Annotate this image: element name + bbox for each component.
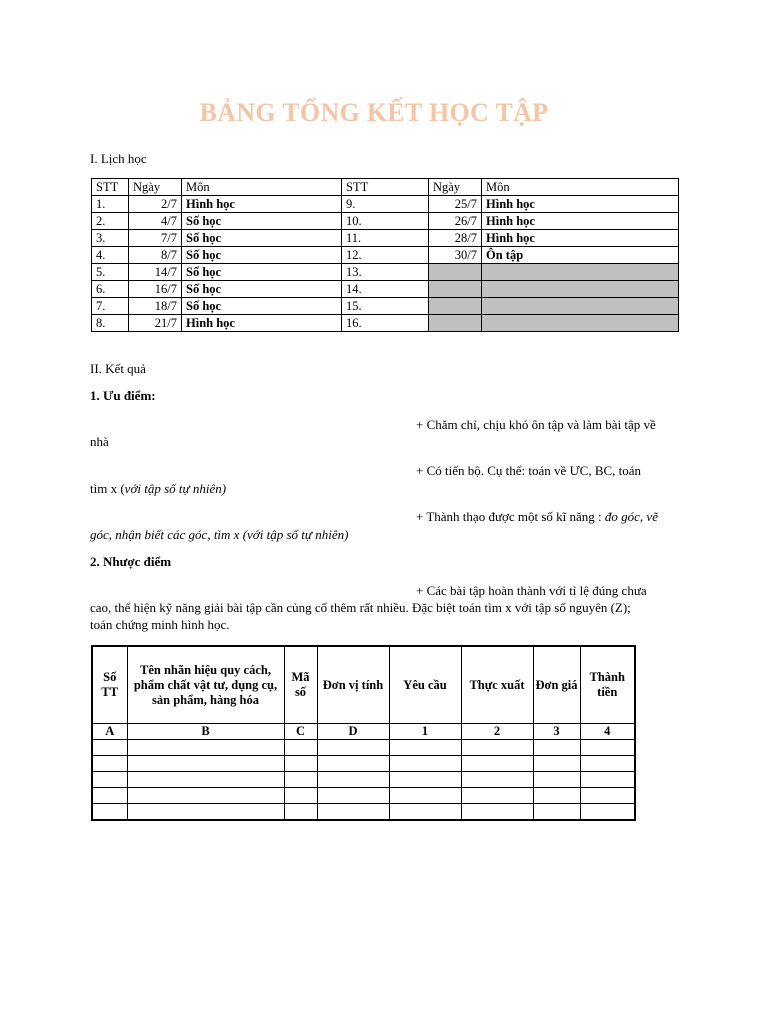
section-heading-schedule: I. Lịch học: [90, 151, 147, 166]
schedule-stt: 9.: [342, 196, 429, 213]
advantage-2-italic: với tập số tự nhiên): [124, 481, 227, 496]
schedule-header-cell: STT: [92, 179, 129, 196]
schedule-stt: 7.: [92, 298, 129, 315]
goods-empty-cell: [580, 788, 635, 804]
schedule-date: [429, 315, 482, 332]
goods-empty-cell: [284, 788, 317, 804]
goods-empty-cell: [92, 804, 127, 821]
schedule-row: [92, 247, 679, 264]
advantage-2-plain: tìm x (: [90, 481, 125, 496]
goods-empty-cell: [317, 772, 389, 788]
goods-header-cell: Đơn giá: [533, 646, 580, 724]
schedule-row: [92, 281, 679, 298]
goods-empty-cell: [389, 740, 461, 756]
schedule-stt: 11.: [342, 230, 429, 247]
goods-code-cell: 4: [580, 724, 635, 740]
schedule-row: [92, 298, 679, 315]
goods-code-cell: 1: [389, 724, 461, 740]
advantage-3-line2: góc, nhận biết các góc, tìm x (với tập số tự nhiên): [90, 527, 349, 542]
schedule-date: 14/7: [129, 264, 182, 281]
goods-header-cell: Yêu cầu: [389, 646, 461, 724]
goods-code-cell: B: [127, 724, 284, 740]
schedule-subject: Hình học: [482, 213, 679, 230]
schedule-stt: 5.: [92, 264, 129, 281]
goods-empty-cell: [317, 788, 389, 804]
schedule-date: 2/7: [129, 196, 182, 213]
schedule-date: 30/7: [429, 247, 482, 264]
schedule-stt: 2.: [92, 213, 129, 230]
goods-empty-cell: [461, 804, 533, 821]
schedule-date: 25/7: [429, 196, 482, 213]
goods-empty-cell: [461, 756, 533, 772]
goods-empty-cell: [127, 788, 284, 804]
schedule-date: [429, 298, 482, 315]
schedule-row: [92, 230, 679, 247]
goods-empty-cell: [533, 788, 580, 804]
goods-empty-cell: [533, 772, 580, 788]
schedule-subject: Hình học: [482, 196, 679, 213]
schedule-row: [92, 315, 679, 332]
disadvantage-line1: + Các bài tập hoàn thành với tỉ lệ đúng chưa: [416, 583, 647, 598]
disadvantage-line3: toán chứng minh hình học.: [90, 617, 230, 632]
schedule-date: [429, 264, 482, 281]
goods-code-cell: 2: [461, 724, 533, 740]
schedule-row: [92, 213, 679, 230]
schedule-date: 28/7: [429, 230, 482, 247]
schedule-stt: 6.: [92, 281, 129, 298]
schedule-subject: Số học: [182, 281, 342, 298]
goods-empty-cell: [533, 756, 580, 772]
schedule-header-cell: STT: [342, 179, 429, 196]
schedule-subject: Số học: [182, 213, 342, 230]
schedule-stt: 15.: [342, 298, 429, 315]
goods-empty-cell: [317, 740, 389, 756]
goods-empty-cell: [127, 804, 284, 821]
goods-empty-cell: [317, 804, 389, 821]
advantages-heading: 1. Ưu điểm:: [90, 388, 156, 403]
schedule-stt: 13.: [342, 264, 429, 281]
goods-empty-cell: [461, 772, 533, 788]
goods-empty-cell: [389, 788, 461, 804]
schedule-subject: [482, 315, 679, 332]
schedule-subject: Số học: [182, 264, 342, 281]
goods-empty-cell: [92, 788, 127, 804]
goods-code-cell: D: [317, 724, 389, 740]
schedule-header-cell: Ngày: [129, 179, 182, 196]
schedule-date: 8/7: [129, 247, 182, 264]
goods-empty-row: [92, 788, 635, 804]
schedule-date: 7/7: [129, 230, 182, 247]
advantage-1-line1: + Chăm chỉ, chịu khó ôn tập và làm bài tập về: [416, 417, 656, 432]
goods-empty-cell: [284, 740, 317, 756]
schedule-subject: Ôn tập: [482, 247, 679, 264]
goods-empty-cell: [127, 772, 284, 788]
advantage-2-line1: + Có tiến bộ. Cụ thể: toán về ƯC, BC, toán: [416, 463, 642, 478]
goods-empty-cell: [92, 756, 127, 772]
goods-empty-cell: [317, 756, 389, 772]
schedule-subject: Số học: [182, 230, 342, 247]
goods-header-cell: Số TT: [92, 646, 127, 724]
advantage-3-plain: + Thành thạo được một số kĩ năng :: [416, 509, 605, 524]
goods-empty-cell: [461, 788, 533, 804]
schedule-subject: [482, 281, 679, 298]
schedule-subject: Hình học: [182, 196, 342, 213]
goods-header-cell: Thành tiền: [580, 646, 635, 724]
schedule-date: 21/7: [129, 315, 182, 332]
page-title: BẢNG TỔNG KẾT HỌC TẬP: [199, 98, 549, 127]
advantage-3-italic: đo góc, vẽ: [604, 509, 658, 524]
schedule-header-cell: Môn: [182, 179, 342, 196]
goods-empty-cell: [580, 804, 635, 821]
schedule-date: 18/7: [129, 298, 182, 315]
goods-empty-row: [92, 772, 635, 788]
goods-code-row: [92, 724, 635, 740]
goods-empty-cell: [580, 772, 635, 788]
schedule-subject: Số học: [182, 298, 342, 315]
goods-header-cell: Đơn vị tính: [317, 646, 389, 724]
schedule-stt: 3.: [92, 230, 129, 247]
advantage-2-line2: [90, 480, 226, 497]
schedule-row: [92, 196, 679, 213]
schedule-stt: 10.: [342, 213, 429, 230]
goods-empty-cell: [92, 740, 127, 756]
schedule-stt: 16.: [342, 315, 429, 332]
advantage-3-line1: [416, 508, 658, 525]
schedule-table: [91, 178, 679, 332]
goods-empty-cell: [284, 756, 317, 772]
schedule-header-cell: Môn: [482, 179, 679, 196]
schedule-stt: 12.: [342, 247, 429, 264]
goods-empty-row: [92, 804, 635, 821]
goods-code-cell: A: [92, 724, 127, 740]
schedule-stt: 14.: [342, 281, 429, 298]
goods-table: [91, 645, 636, 821]
disadvantage-line2: cao, thể hiện kỹ năng giải bài tập cần củng cố thêm rất nhiều. Đặc biệt toán tìm x với tập số nguyên (Z);: [90, 600, 631, 615]
goods-empty-cell: [127, 756, 284, 772]
goods-empty-cell: [389, 772, 461, 788]
goods-empty-cell: [389, 804, 461, 821]
schedule-date: 26/7: [429, 213, 482, 230]
goods-header-cell: Thực xuất: [461, 646, 533, 724]
schedule-subject: Số học: [182, 247, 342, 264]
schedule-subject: [482, 298, 679, 315]
schedule-stt: 1.: [92, 196, 129, 213]
goods-code-cell: 3: [533, 724, 580, 740]
schedule-subject: [482, 264, 679, 281]
schedule-date: 16/7: [129, 281, 182, 298]
goods-empty-cell: [580, 740, 635, 756]
goods-empty-cell: [127, 740, 284, 756]
goods-empty-cell: [533, 804, 580, 821]
goods-code-cell: C: [284, 724, 317, 740]
schedule-subject: Hình học: [182, 315, 342, 332]
schedule-date: [429, 281, 482, 298]
goods-empty-cell: [389, 756, 461, 772]
goods-header-row: [92, 646, 635, 724]
disadvantages-heading: 2. Nhược điểm: [90, 554, 172, 569]
schedule-row: [92, 264, 679, 281]
schedule-header-cell: Ngày: [429, 179, 482, 196]
goods-empty-cell: [461, 740, 533, 756]
schedule-date: 4/7: [129, 213, 182, 230]
goods-empty-cell: [284, 804, 317, 821]
schedule-subject: Hình học: [482, 230, 679, 247]
goods-empty-row: [92, 740, 635, 756]
schedule-stt: 4.: [92, 247, 129, 264]
schedule-stt: 8.: [92, 315, 129, 332]
goods-empty-cell: [533, 740, 580, 756]
goods-empty-cell: [580, 756, 635, 772]
goods-empty-cell: [92, 772, 127, 788]
goods-empty-cell: [284, 772, 317, 788]
advantage-1-line2: nhà: [90, 434, 109, 449]
goods-header-cell: Mã số: [284, 646, 317, 724]
goods-header-cell: Tên nhãn hiệu quy cách, phẩm chất vật tư, dụng cụ, sản phẩm, hàng hóa: [127, 646, 284, 724]
goods-empty-row: [92, 756, 635, 772]
section-heading-results: II. Kết quả: [90, 361, 146, 376]
schedule-header-row: [92, 179, 679, 196]
